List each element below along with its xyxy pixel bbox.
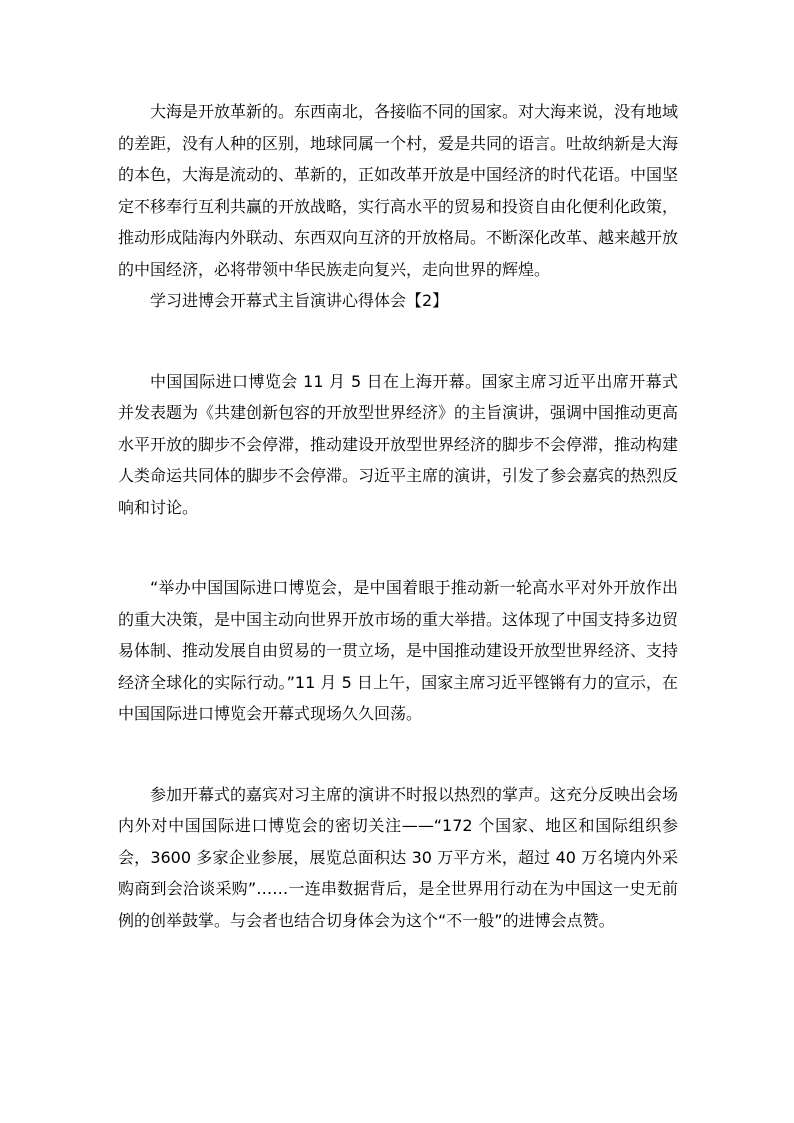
paragraph-expo-quote: “举办中国国际进口博览会，是中国着眼于推动新一轮高水平对外开放作出的重大决策，是中国主动向世界开放市场的重大举措。这体现了中国支持多边贸易体制、推动发展自由贸易的一贯立场，是中国推动建设开放型世界经济、支持经济全球化的实际行动。”11 月 5 日上午，国家主席习近平铿锵有力的宣示，在中国国际进口博览会开幕式现场久久回荡。 xyxy=(118,578,679,723)
section-heading: 学习进博会开幕式主旨演讲心得体会【2】 xyxy=(150,291,449,310)
paragraph-ocean-openness: 大海是开放革新的。东西南北，各接临不同的国家。对大海来说，没有地域的差距，没有人种的区别，地球同属一个村，爱是共同的语言。吐故纳新是大海的本色，大海是流动的、革新的，正如改革开放是中国经济的时代花语。中国坚定不移奉行互利共赢的开放战略，实行高水平的贸易和投资自由化便利化政策，推动形成陆海内外联动、东西双向互济的开放格局。不断深化改革、越来越开放的中国经济，必将带领中华民族走向复兴，走向世界的辉煌。 xyxy=(118,102,679,279)
paragraph-expo-opening: 中国国际进口博览会 11 月 5 日在上海开幕。国家主席习近平出席开幕式并发表题为《共建创新包容的开放型世界经济》的主旨演讲，强调中国推动更高水平开放的脚步不会停滞，推动建设开放型世界经济的脚步不会停滞，推动构建人类命运共同体的脚步不会停滞。习近平主席的演讲，引发了参会嘉宾的热烈反响和讨论。 xyxy=(118,371,679,517)
paragraph-guest-applause: 参加开幕式的嘉宾对习主席的演讲不时报以热烈的掌声。这充分反映出会场内外对中国国际进口博览会的密切关注——“172 个国家、地区和国际组织参会，3600 多家企业参展，展览总面积达 30 万平方米，超过 40 万名境内外采购商到会洽谈采购”……一连串数据背后，是全世界用行动在为中国这一史无前例的创举鼓掌。与会者也结合切身体会为这个“不一般”的进博会点赞。 xyxy=(118,784,679,930)
document-page xyxy=(118,96,678,936)
